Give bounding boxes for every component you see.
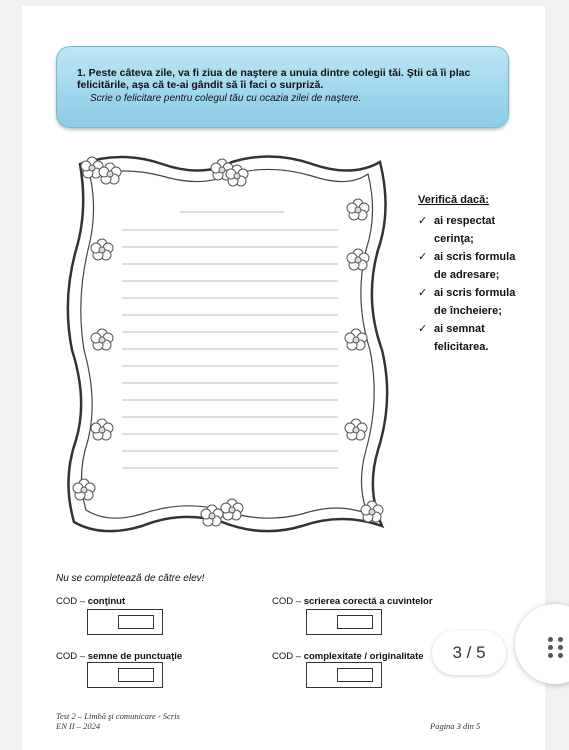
cod-prefix: COD – xyxy=(56,651,88,662)
footer-test-name: Test 2 – Limbă şi comunicare - Scris xyxy=(56,711,180,721)
score-box-scriere xyxy=(306,609,382,635)
footer-page-number: Pagina 3 din 5 xyxy=(430,721,481,731)
checklist-item xyxy=(418,320,528,356)
cod-prefix: COD – xyxy=(272,596,304,607)
cod-label-scriere xyxy=(272,596,433,607)
score-box-complexitate xyxy=(306,662,382,688)
checklist-item-text: ai scris formula de încheiere; xyxy=(434,287,516,317)
cod-prefix: COD – xyxy=(272,651,304,662)
task-box xyxy=(56,46,509,128)
cod-label-continut xyxy=(56,596,125,607)
score-cell xyxy=(337,615,373,629)
cod-name: scrierea corectă a cuvintelor xyxy=(303,596,433,607)
check-icon: ✓ xyxy=(418,251,428,263)
checklist-item-text: ai semnat felicitarea. xyxy=(434,323,489,353)
grid-dots-icon xyxy=(548,637,564,659)
task-subinstruction: Scrie o felicitare pentru colegul tău cu ocazia zilei de naştere. xyxy=(90,93,362,104)
checklist-item-text: ai respectat cerinţa; xyxy=(434,215,496,245)
footer-exam: EN II – 2024 xyxy=(56,721,101,731)
greeting-card-frame xyxy=(62,150,394,536)
score-cell xyxy=(118,668,154,682)
score-box-continut xyxy=(87,609,163,635)
score-cell xyxy=(118,615,154,629)
checklist-item xyxy=(418,284,528,320)
cod-label-punctuatie xyxy=(56,651,182,662)
checklist-item xyxy=(418,248,528,284)
check-icon: ✓ xyxy=(418,287,428,299)
cod-name: conţinut xyxy=(87,596,126,607)
checklist xyxy=(418,194,528,356)
score-box-punctuatie xyxy=(87,662,163,688)
cod-prefix: COD – xyxy=(56,596,88,607)
task-instruction: 1. Peste câteva zile, va fi ziua de naştere a unuia dintre colegii tăi. Ştii că îi plac felicitările, aşa că te-ai gândit să îi faci o surpriză. xyxy=(77,67,471,91)
page-indicator[interactable]: 3 / 5 xyxy=(432,631,506,675)
checklist-item xyxy=(418,212,528,248)
checklist-item-text: ai scris formula de adresare; xyxy=(434,251,516,281)
teacher-note: Nu se completează de către elev! xyxy=(56,573,205,584)
check-icon: ✓ xyxy=(418,323,428,335)
checklist-title: Verifică dacă: xyxy=(418,194,489,206)
cod-name: semne de punctuaţie xyxy=(87,651,183,662)
check-icon: ✓ xyxy=(418,215,428,227)
score-cell xyxy=(337,668,373,682)
cod-label-complexitate xyxy=(272,651,424,662)
cod-name: complexitate / originalitate xyxy=(303,651,424,662)
